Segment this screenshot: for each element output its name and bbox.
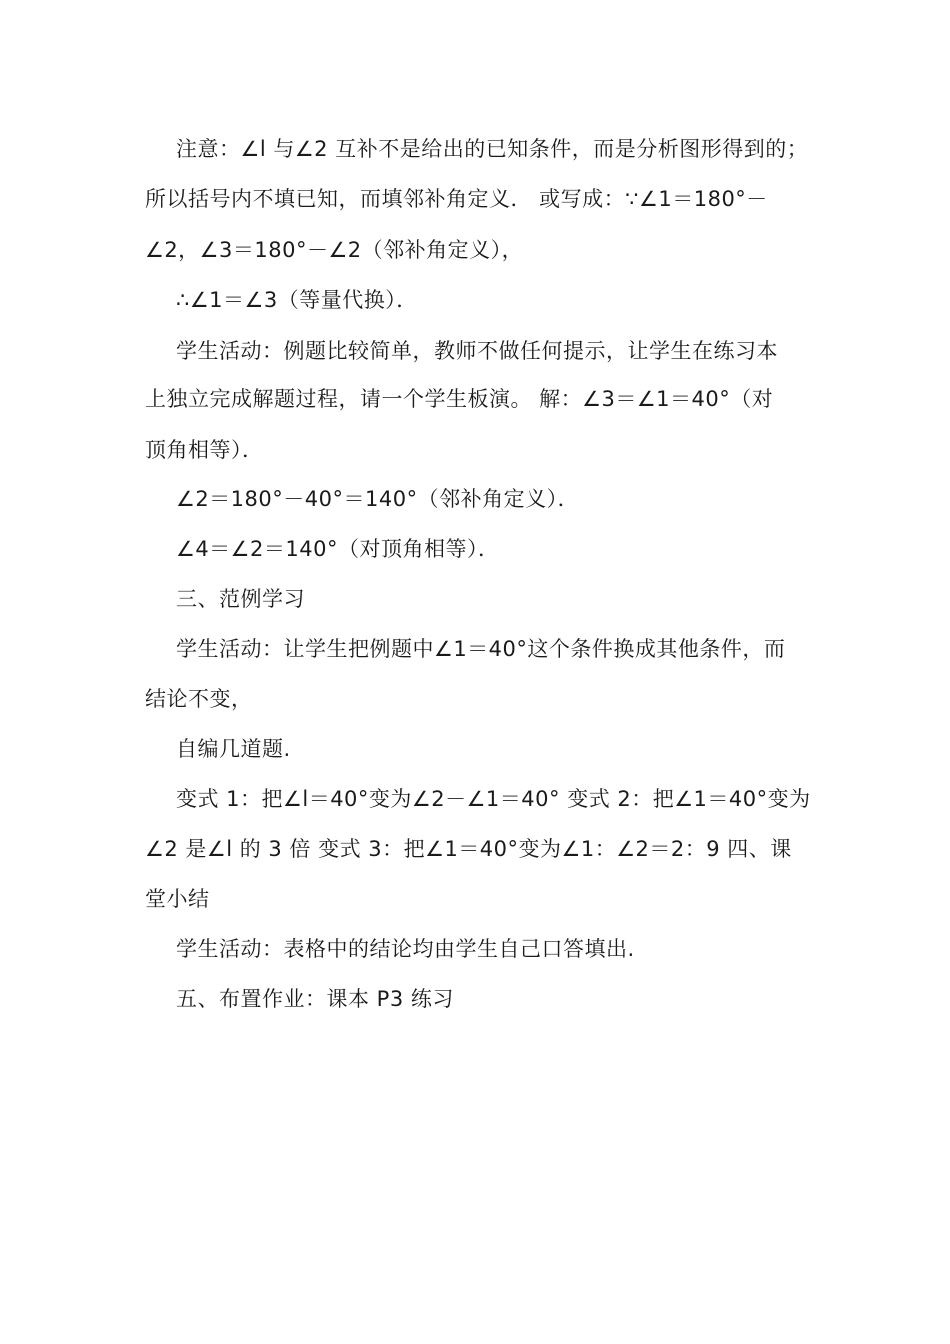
text-line: 结论不变， xyxy=(145,687,253,711)
text-line: ∠2，∠3＝180°－∠2（邻补角定义）， xyxy=(145,238,524,262)
text-line: ∠2＝180°－40°＝140°（邻补角定义）． xyxy=(176,487,580,511)
text-line: 学生活动：表格中的结论均由学生自己口答填出. xyxy=(176,937,635,961)
text-line: ∠2 是∠l 的 3 倍 变式 3：把∠1＝40°变为∠1：∠2＝2：9 四、课 xyxy=(145,837,792,861)
text-line: 变式 1：把∠l＝40°变为∠2－∠1＝40° 变式 2：把∠1＝40°变为 xyxy=(176,787,811,811)
text-line: 所以括号内不填已知，而填邻补角定义． 或写成：∵∠1＝180°－ xyxy=(145,187,768,211)
section-heading: 三、范例学习 xyxy=(176,587,305,611)
text-line: 顶角相等）． xyxy=(145,438,264,462)
text-line: 上独立完成解题过程，请一个学生板演。 解：∠3＝∠1＝40°（对 xyxy=(145,387,774,411)
text-line: 学生活动：让学生把例题中∠1＝40°这个条件换成其他条件，而 xyxy=(176,637,786,661)
text-line: 自编几道题. xyxy=(176,737,291,761)
text-line: 堂小结 xyxy=(145,887,210,911)
text-line: 学生活动：例题比较简单，教师不做任何提示，让学生在练习本 xyxy=(176,339,778,363)
section-heading: 五、布置作业：课本 P3 练习 xyxy=(176,987,454,1011)
text-line: ∠4＝∠2＝140°（对顶角相等）． xyxy=(176,537,500,561)
text-line: ∴∠1＝∠3（等量代换）． xyxy=(176,288,418,312)
text-line: 注意：∠l 与∠2 互补不是给出的已知条件，而是分析图形得到的； xyxy=(176,137,809,161)
